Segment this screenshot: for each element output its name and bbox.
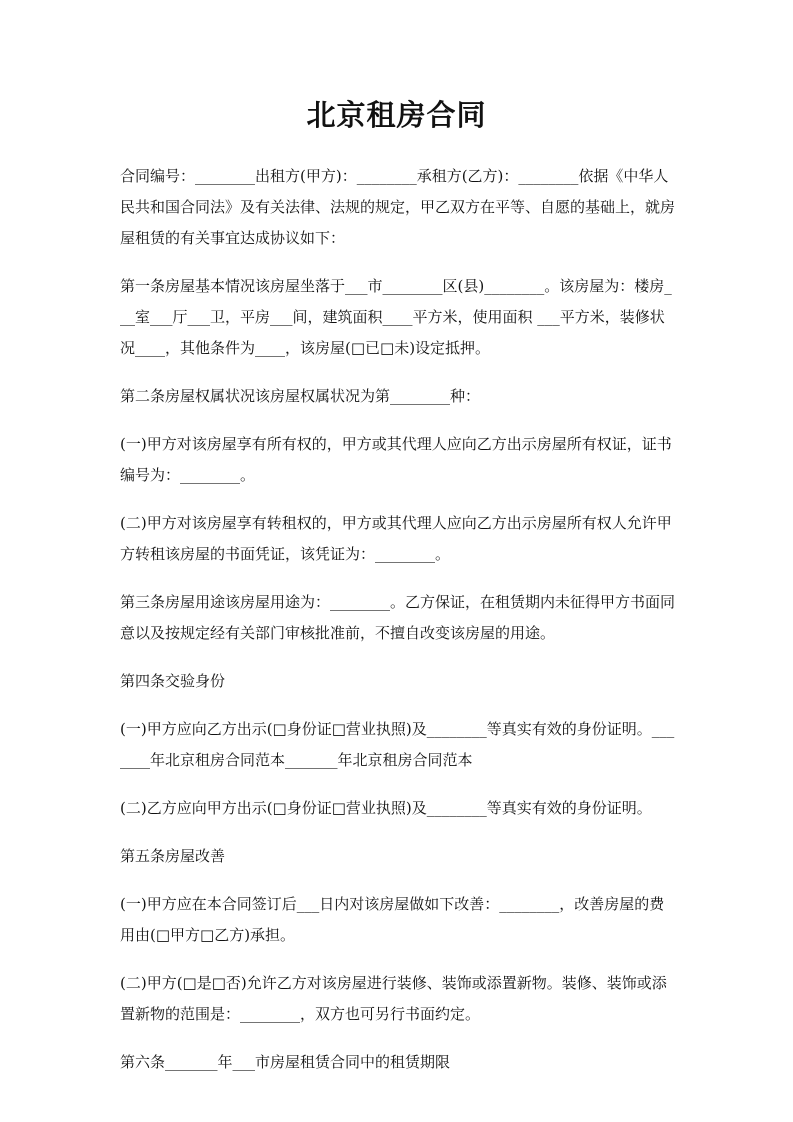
paragraph-article-4: 第四条交验身份 (120, 672, 226, 690)
document-title: 北京租房合同 (306, 98, 487, 132)
document-body (120, 161, 675, 1078)
paragraph-article-2-item-2: (二)甲方对该房屋享有转租权的，甲方或其代理人应向乙方出示房屋所有权人允许甲方转租该房屋的书面凭证，该凭证为：________。 (120, 514, 672, 563)
paragraph-article-5-item-1: (一)甲方应在本合同签订后___日内对该房屋做如下改善：________，改善房屋的费用由(□甲方□乙方)承担。 (120, 895, 665, 944)
paragraph-article-1: 第一条房屋基本情况该房屋坐落于___市________区(县)________。该房屋为：楼房___室___厅___卫，平房___间，建筑面积____平方米，使用面积 ___平方米，装修状况____，其他条件为____，该房屋(□已□未)设定抵押。 (120, 277, 672, 357)
paragraph-article-3: 第三条房屋用途该房屋用途为：________。乙方保证，在租赁期内未征得甲方书面同意以及按规定经有关部门审核批准前，不擅自改变该房屋的用途。 (120, 593, 676, 642)
paragraph-article-2-item-1: (一)甲方对该房屋享有所有权的，甲方或其代理人应向乙方出示房屋所有权证，证书编号为：________。 (120, 435, 672, 484)
paragraph-article-2: 第二条房屋权属状况该房屋权属状况为第________种： (120, 387, 481, 405)
paragraph-article-5-item-2: (二)甲方(□是□否)允许乙方对该房屋进行装修、装饰或添置新物。装修、装饰或添置新物的范围是：________，双方也可另行书面约定。 (120, 974, 667, 1023)
paragraph-article-6: 第六条_______年___市房屋租赁合同中的租赁期限 (120, 1053, 451, 1071)
paragraph-preamble: 合同编号：________出租方(甲方)：________承租方(乙方)：________依据《中华人民共和国合同法》及有关法律、法规的规定，甲乙双方在平等、自愿的基础上，就房屋租赁的有关事宜达成协议如下： (120, 167, 676, 247)
paragraph-article-4-item-1: (一)甲方应向乙方出示(□身份证□营业执照)及________等真实有效的身份证明。_______年北京租房合同范本_______年北京租房合同范本 (120, 720, 675, 769)
paragraph-article-5: 第五条房屋改善 (120, 847, 226, 865)
paragraph-article-4-item-2: (二)乙方应向甲方出示(□身份证□营业执照)及________等真实有效的身份证明。 (120, 799, 652, 817)
